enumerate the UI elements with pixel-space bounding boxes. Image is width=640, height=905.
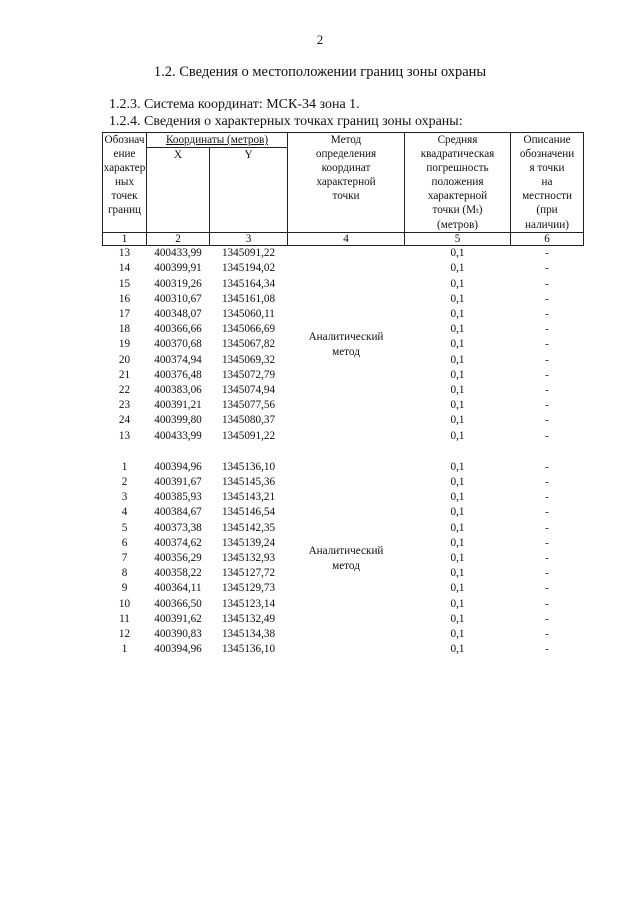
header-line: характерной [427, 190, 488, 203]
method-text: метод [332, 559, 360, 572]
y-coordinate-cell: 1345136,10 [221, 643, 276, 656]
column-number: 3 [210, 233, 288, 246]
y-coordinate-cell: 1345136,10 [221, 460, 276, 473]
header-line: квадратическая [420, 148, 495, 161]
error-value-cell: 0,1 [450, 643, 465, 656]
header-line: координат [321, 162, 371, 175]
description-cell: - [545, 643, 549, 656]
column-number: 5 [405, 233, 511, 246]
point-id-cell: 8 [121, 567, 128, 580]
error-value-cell: 0,1 [450, 368, 465, 381]
error-value-cell: 0,1 [450, 292, 465, 305]
y-coordinate-cell: 1345146,54 [221, 506, 276, 519]
point-id-cell: 10 [118, 597, 131, 610]
error-value-cell: 0,1 [450, 521, 465, 534]
x-coordinate-cell: 400394,96 [154, 460, 202, 473]
header-line: (при [536, 204, 558, 217]
description-cell: - [545, 567, 549, 580]
y-coordinate-cell: 1345142,35 [221, 521, 276, 534]
x-coordinate-cell: 400366,50 [154, 597, 202, 610]
header-line: определения [315, 148, 377, 161]
point-id-cell: 18 [118, 323, 131, 336]
y-coordinate-cell: 1345164,34 [221, 277, 276, 290]
column-number: 6 [511, 233, 584, 246]
description-cell: - [545, 612, 549, 625]
description-cell: - [545, 292, 549, 305]
x-coordinate-cell: 400394,96 [154, 643, 202, 656]
header-line: точек [111, 190, 138, 203]
header-line: Описание [523, 134, 571, 146]
x-coordinate-cell: 400433,99 [154, 247, 202, 260]
description-cell: - [545, 627, 549, 640]
point-id-cell: 13 [118, 429, 131, 442]
error-value-cell: 0,1 [450, 247, 465, 260]
method-text: Аналитический [308, 330, 384, 343]
x-coordinate-cell: 400310,67 [154, 292, 202, 305]
header-line: я точки [529, 162, 565, 175]
description-cell: - [545, 338, 549, 351]
point-id-cell: 24 [118, 414, 131, 427]
y-coordinate-cell: 1345139,24 [221, 536, 276, 549]
description-cell: - [545, 551, 549, 564]
method-text: метод [332, 345, 360, 358]
y-coordinate-cell: 1345143,21 [221, 491, 276, 504]
x-coordinate-cell: 400383,06 [154, 383, 202, 396]
y-coordinate-cell: 1345077,56 [221, 399, 276, 412]
y-coordinate-cell: 1345080,37 [221, 414, 276, 427]
description-cell: - [545, 597, 549, 610]
description-cell: - [545, 323, 549, 336]
table-row [103, 246, 584, 262]
header-line: на [541, 176, 553, 189]
header-coordinates-group: Координаты (метров) [147, 133, 288, 148]
point-id-cell: 19 [118, 338, 131, 351]
header-line: погрешность [426, 162, 489, 175]
header-line: положения [431, 176, 484, 189]
x-coordinate-cell: 400385,93 [154, 491, 202, 504]
error-value-cell: 0,1 [450, 536, 465, 549]
y-coordinate-cell: 1345060,11 [222, 307, 275, 320]
error-value-cell: 0,1 [450, 551, 465, 564]
error-value-cell: 0,1 [450, 612, 465, 625]
y-coordinate-cell: 1345067,82 [221, 338, 276, 351]
x-coordinate-cell: 400391,62 [154, 612, 202, 625]
method-cell [288, 460, 405, 658]
description-cell: - [545, 414, 549, 427]
error-value-cell: 0,1 [450, 582, 465, 595]
error-value-cell: 0,1 [450, 567, 465, 580]
x-coordinate-cell: 400364,11 [154, 582, 202, 595]
y-coordinate-cell: 1345074,94 [221, 383, 276, 396]
point-id-cell: 2 [121, 475, 128, 488]
y-coordinate-cell: 1345132,93 [221, 551, 276, 564]
header-line: ение [113, 148, 136, 161]
description-cell: - [545, 277, 549, 290]
point-id-cell: 23 [118, 399, 131, 412]
header-line: обозначени [519, 148, 575, 161]
point-id-cell: 17 [118, 307, 131, 320]
y-coordinate-cell: 1345069,32 [221, 353, 276, 366]
x-coordinate-cell: 400356,29 [154, 551, 202, 564]
point-id-cell: 12 [118, 627, 131, 640]
error-value-cell: 0,1 [450, 460, 465, 473]
y-coordinate-cell: 1345066,69 [221, 323, 276, 336]
x-coordinate-cell: 400319,26 [154, 277, 202, 290]
header-line: Метод [330, 134, 362, 146]
y-coordinate-cell: 1345129,73 [221, 582, 276, 595]
point-id-cell: 13 [118, 247, 131, 260]
header-line: точки (Mₜ) [432, 204, 483, 217]
y-coordinate-cell: 1345072,79 [221, 368, 276, 381]
point-id-cell: 20 [118, 353, 131, 366]
description-cell: - [545, 460, 549, 473]
group-separator [103, 444, 584, 460]
description-cell: - [545, 353, 549, 366]
error-value-cell: 0,1 [450, 383, 465, 396]
error-value-cell: 0,1 [450, 491, 465, 504]
boundary-points-table [102, 132, 584, 657]
point-id-cell: 21 [118, 368, 131, 381]
header-line: ных [114, 176, 135, 189]
y-coordinate-cell: 1345091,22 [221, 247, 276, 260]
header-line: наличии) [525, 218, 569, 231]
x-coordinate-cell: 400399,80 [154, 414, 202, 427]
header-line: Обознач [104, 134, 145, 146]
point-id-cell: 15 [118, 277, 131, 290]
column-numbers-row [103, 233, 584, 246]
error-value-cell: 0,1 [450, 597, 465, 610]
coordinate-system-heading: 1.2.3. Система координат: МСК-34 зона 1. [109, 97, 360, 112]
header-line: границ [107, 204, 142, 217]
header-y: Y [210, 148, 288, 233]
column-number: 4 [288, 233, 405, 246]
point-id-cell: 9 [121, 582, 128, 595]
y-coordinate-cell: 1345127,72 [221, 567, 276, 580]
point-id-cell: 1 [121, 460, 128, 473]
description-cell: - [545, 521, 549, 534]
description-cell: - [545, 247, 549, 260]
header-line: характер [103, 162, 146, 175]
point-id-cell: 5 [121, 521, 128, 534]
header-method [288, 133, 405, 233]
y-coordinate-cell: 1345134,38 [221, 627, 276, 640]
error-value-cell: 0,1 [450, 429, 465, 442]
point-id-cell: 3 [121, 491, 128, 504]
x-coordinate-cell: 400399,91 [154, 262, 202, 275]
header-line: местности [522, 190, 572, 203]
x-coordinate-cell: 400370,68 [154, 338, 202, 351]
table-row [103, 460, 584, 475]
header-x: X [147, 148, 210, 233]
method-cell [288, 246, 405, 444]
error-value-cell: 0,1 [450, 399, 465, 412]
header-line: точки [332, 190, 360, 203]
description-cell: - [545, 582, 549, 595]
point-id-cell: 1 [121, 643, 128, 656]
point-id-cell: 4 [121, 506, 128, 519]
point-id-cell: 7 [121, 551, 128, 564]
error-value-cell: 0,1 [450, 277, 465, 290]
y-coordinate-cell: 1345132,49 [221, 612, 276, 625]
x-coordinate-cell: 400391,21 [154, 399, 202, 412]
description-cell: - [545, 262, 549, 275]
error-value-cell: 0,1 [450, 262, 465, 275]
header-line: (метров) [437, 218, 479, 231]
header-line: характерной [316, 176, 376, 189]
y-coordinate-cell: 1345091,22 [221, 429, 276, 442]
column-number: 2 [147, 233, 210, 246]
point-id-cell: 22 [118, 383, 131, 396]
x-coordinate-cell: 400376,48 [154, 368, 202, 381]
description-cell: - [545, 307, 549, 320]
error-value-cell: 0,1 [450, 506, 465, 519]
y-coordinate-cell: 1345161,08 [221, 292, 276, 305]
description-cell: - [545, 491, 549, 504]
error-value-cell: 0,1 [450, 475, 465, 488]
header-point-designation [103, 133, 147, 233]
section-title: 1.2. Сведения о местоположении границ зоны охраны [153, 64, 487, 80]
point-id-cell: 11 [119, 612, 130, 625]
error-value-cell: 0,1 [450, 338, 465, 351]
x-coordinate-cell: 400374,62 [154, 536, 202, 549]
x-coordinate-cell: 400391,67 [154, 475, 202, 488]
header-line: Средняя [437, 134, 478, 146]
x-coordinate-cell: 400390,83 [154, 627, 202, 640]
error-value-cell: 0,1 [450, 414, 465, 427]
description-cell: - [545, 383, 549, 396]
error-value-cell: 0,1 [450, 353, 465, 366]
error-value-cell: 0,1 [450, 323, 465, 336]
header-mean-square-error [405, 133, 511, 233]
method-text: Аналитический [308, 544, 384, 557]
x-coordinate-cell: 400348,07 [154, 307, 202, 320]
header-point-description [511, 133, 584, 233]
x-coordinate-cell: 400384,67 [154, 506, 202, 519]
error-value-cell: 0,1 [450, 627, 465, 640]
boundary-points-heading: 1.2.4. Сведения о характерных точках границ зоны охраны: [109, 114, 463, 129]
x-coordinate-cell: 400433,99 [154, 429, 202, 442]
y-coordinate-cell: 1345145,36 [221, 475, 276, 488]
point-id-cell: 14 [118, 262, 131, 275]
description-cell: - [545, 475, 549, 488]
description-cell: - [545, 368, 549, 381]
x-coordinate-cell: 400373,38 [154, 521, 202, 534]
x-coordinate-cell: 400374,94 [154, 353, 202, 366]
y-coordinate-cell: 1345194,02 [221, 262, 276, 275]
page-number: 2 [316, 32, 324, 47]
column-number: 1 [103, 233, 147, 246]
description-cell: - [545, 399, 549, 412]
error-value-cell: 0,1 [450, 307, 465, 320]
description-cell: - [545, 536, 549, 549]
description-cell: - [545, 429, 549, 442]
x-coordinate-cell: 400366,66 [154, 323, 202, 336]
x-coordinate-cell: 400358,22 [154, 567, 202, 580]
point-id-cell: 6 [121, 536, 128, 549]
point-id-cell: 16 [118, 292, 131, 305]
y-coordinate-cell: 1345123,14 [221, 597, 276, 610]
description-cell: - [545, 506, 549, 519]
